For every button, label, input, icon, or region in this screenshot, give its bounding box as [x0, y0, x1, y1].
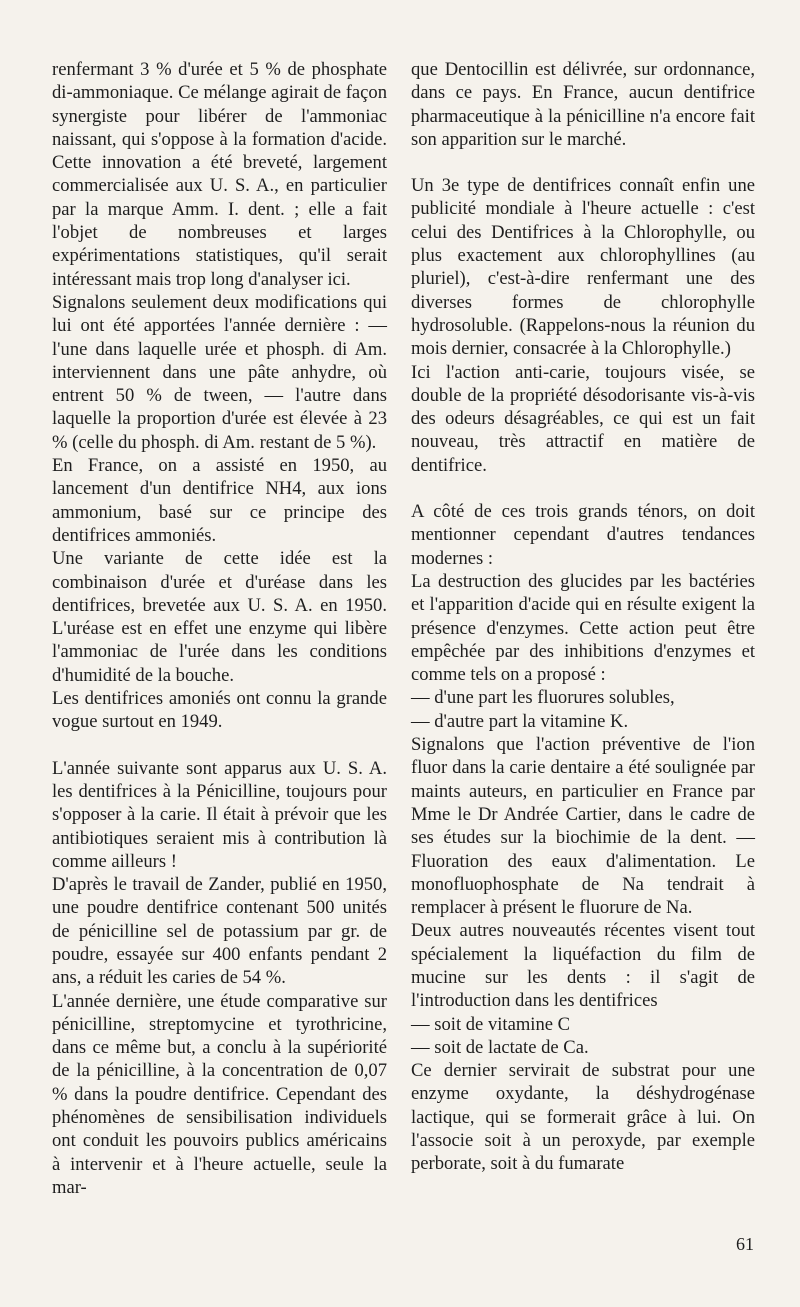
paragraph: renfermant 3 % d'urée et 5 % de phosphate di-ammoniaque. Ce mélange agirait de façon synergiste pour libérer de l'ammoniac naissant, qui s'oppose à la formation d'acide. Cette innovation a été breveté, largement commercialisée aux U. S. A., en particulier par la marque Amm. I. dent. ; elle a fait l'objet de nombreuses et larges expérimentations statistiques, qu'il serait intéressant mais trop long d'analyser ici. — [52, 59, 387, 290]
paragraph: Les dentifrices amoniés ont connu la grande vogue surtout en 1949. — [52, 688, 387, 733]
paragraph: Une variante de cette idée est la combinaison d'urée et d'uréase dans les dentifrices, brevetée aux U. S. A. en 1950. L'uréase est en effet une enzyme qui libère l'ammoniac de l'urée dans les conditions d'humidité de la bouche. — [52, 548, 387, 686]
paragraph: Un 3e type de dentifrices connaît enfin une publicité mondiale à l'heure actuelle : c'est celui des Dentifrices à la Chlorophylle, ou plus exactement aux chlorophyllines (au pluriel), c'est-à-dire renfermant une des diverses formes de chlorophylle hydrosoluble. (Rappelons-nous la réunion du mois dernier, consacrée à la Chlorophylle.) — [411, 175, 755, 360]
paragraph: Ici l'action anti-carie, toujours visée, se double de la propriété désodorisante vis-à-vis des odeurs désagréables, ce qui est un fait nouveau, très attractif en matière de dentifrice. — [411, 361, 755, 476]
paragraph: Ce dernier servirait de substrat pour une enzyme oxydante, la déshydrogénase lactique, qui se formerait grâce à lui. On l'associe soit à un peroxyde, par exemple perborate, soit à du fumarate — [411, 1060, 755, 1175]
right-column — [411, 58, 755, 1176]
paragraph: En France, on a assisté en 1950, au lancement d'un dentifrice NH4, aux ions ammonium, basé sur ce principe des dentifrices ammoniés. — [52, 455, 387, 546]
list-item: — soit de lactate de Ca. — [411, 1036, 589, 1058]
paragraph: Signalons que l'action préventive de l'ion fluor dans la carie dentaire a été soulignée par maints auteurs, en particulier en France par Mme le Dr Andrée Cartier, dans le cadre de ses études sur la biochimie de la dent. — Fluoration des eaux d'alimentation. Le monofluophosphate de Na tendrait à remplacer à présent le fluorure de Na. — [411, 734, 755, 919]
paragraph: D'après le travail de Zander, publié en 1950, une poudre dentifrice contenant 500 unités de pénicilline sel de potassium par gr. de poudre, essayée sur 400 enfants pendant 2 ans, a réduit les caries de 54 %. — [52, 874, 387, 989]
list-item: — d'une part les fluorures solubles, — [411, 687, 675, 709]
paragraph: que Dentocillin est délivrée, sur ordonnance, dans ce pays. En France, aucun dentifrice pharmaceutique à la pénicilline n'a encore fait son apparition sur le marché. — [411, 59, 755, 150]
list-item: — soit de vitamine C — [411, 1013, 571, 1035]
paragraph: A côté de ces trois grands ténors, on doit mentionner cependant d'autres tendances modernes : — [411, 501, 755, 569]
left-column — [52, 58, 387, 1199]
paragraph: L'année suivante sont apparus aux U. S. A. les dentifrices à la Pénicilline, toujours pour s'opposer à la carie. Il était à prévoir que les antibiotiques seraient mis à contribution là comme ailleurs ! — [52, 757, 387, 872]
paragraph: Deux autres nouveautés récentes visent tout spécialement la liquéfaction du film de mucine sur les dents : il s'agit de l'introduction dans les dentifrices — [411, 920, 755, 1012]
list-item: — d'autre part la vitamine K. — [411, 710, 629, 732]
paragraph: La destruction des glucides par les bactéries et l'apparition d'acide qui en résulte exigent la présence d'enzymes. Cette action peut être empêchée par des inhibitions d'enzymes et comme tels on a proposé : — [411, 570, 755, 686]
paragraph: Signalons seulement deux modifications qui lui ont été apportées l'année dernière : — l'une dans laquelle urée et phosph. di Am. interviennent dans une pâte anhydre, où entrent 50 % de tween, — l'autre dans laquelle la proportion d'urée est élevée à 23 % (celle du phosph. di Am. restant de 5 %). — [52, 291, 387, 453]
page-number: 61 — [736, 1234, 754, 1254]
paragraph: L'année dernière, une étude comparative sur pénicilline, streptomycine et tyrothricine, dans ce même but, a conclu à la supériorité de la pénicilline, à la concentration de 0,07 % dans la poudre dentifrice. Cependant des phénomènes de sensibilisation individuels ont conduit les pouvoirs publics américains à intervenir et à l'heure actuelle, seule la mar- — [52, 990, 387, 1198]
